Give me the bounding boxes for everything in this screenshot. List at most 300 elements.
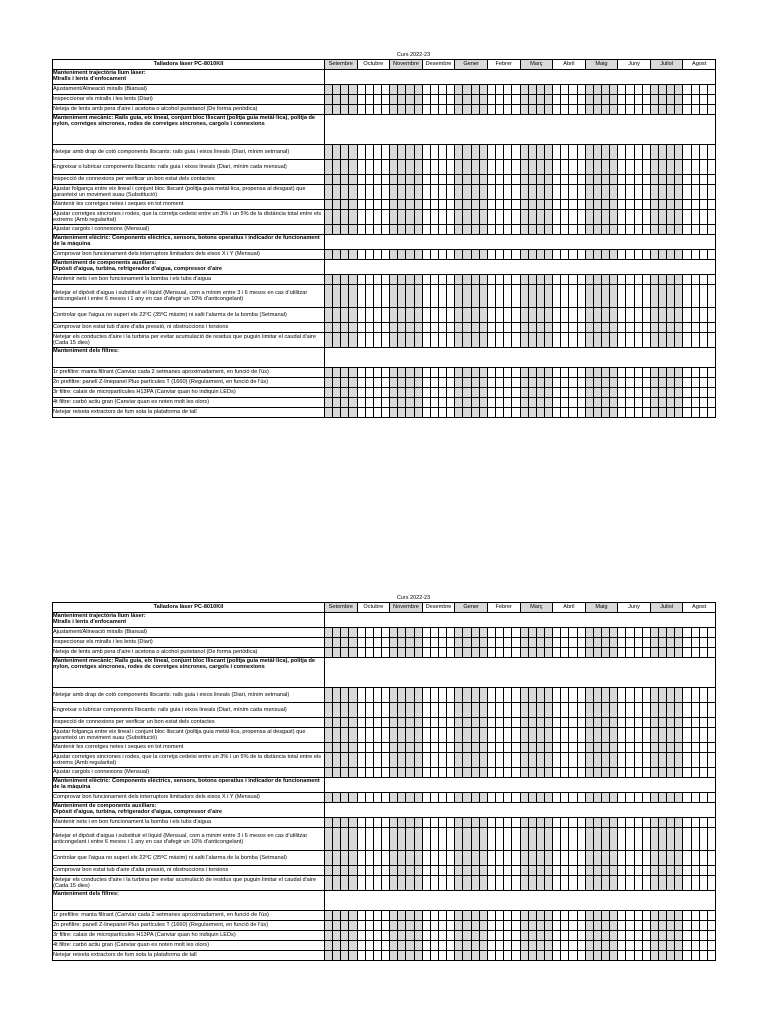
check-cell[interactable] [333, 175, 341, 185]
check-cell[interactable] [601, 145, 609, 160]
check-cell[interactable] [333, 648, 341, 658]
check-cell[interactable] [610, 250, 618, 260]
check-cell[interactable] [341, 378, 349, 388]
check-cell[interactable] [544, 378, 552, 388]
check-cell[interactable] [341, 743, 349, 753]
check-cell[interactable] [642, 368, 650, 378]
check-cell[interactable] [382, 225, 390, 235]
check-cell[interactable] [422, 323, 430, 333]
check-cell[interactable] [422, 398, 430, 408]
check-cell[interactable] [707, 185, 715, 200]
check-cell[interactable] [626, 768, 634, 778]
check-cell[interactable] [471, 768, 479, 778]
check-cell[interactable] [650, 210, 658, 225]
check-cell[interactable] [341, 398, 349, 408]
check-cell[interactable] [496, 688, 504, 703]
check-cell[interactable] [553, 200, 561, 210]
check-cell[interactable] [601, 941, 609, 951]
check-cell[interactable] [683, 378, 691, 388]
check-cell[interactable] [536, 688, 544, 703]
check-cell[interactable] [650, 323, 658, 333]
check-cell[interactable] [675, 648, 683, 658]
check-cell[interactable] [422, 200, 430, 210]
check-cell[interactable] [333, 378, 341, 388]
check-cell[interactable] [634, 828, 642, 851]
check-cell[interactable] [683, 866, 691, 876]
check-cell[interactable] [406, 95, 414, 105]
check-cell[interactable] [585, 275, 593, 285]
check-cell[interactable] [650, 200, 658, 210]
check-cell[interactable] [675, 408, 683, 418]
check-cell[interactable] [691, 105, 699, 115]
check-cell[interactable] [487, 951, 495, 961]
check-cell[interactable] [577, 200, 585, 210]
check-cell[interactable] [618, 851, 626, 866]
check-cell[interactable] [520, 931, 528, 941]
check-cell[interactable] [471, 285, 479, 308]
check-cell[interactable] [414, 285, 422, 308]
check-cell[interactable] [512, 921, 520, 931]
check-cell[interactable] [626, 285, 634, 308]
check-cell[interactable] [658, 688, 666, 703]
check-cell[interactable] [528, 105, 536, 115]
check-cell[interactable] [691, 160, 699, 175]
check-cell[interactable] [593, 85, 601, 95]
check-cell[interactable] [553, 408, 561, 418]
check-cell[interactable] [373, 200, 381, 210]
check-cell[interactable] [699, 200, 707, 210]
check-cell[interactable] [683, 638, 691, 648]
check-cell[interactable] [553, 718, 561, 728]
check-cell[interactable] [561, 378, 569, 388]
check-cell[interactable] [675, 225, 683, 235]
check-cell[interactable] [553, 85, 561, 95]
check-cell[interactable] [699, 951, 707, 961]
check-cell[interactable] [593, 951, 601, 961]
check-cell[interactable] [520, 753, 528, 768]
check-cell[interactable] [512, 225, 520, 235]
check-cell[interactable] [610, 398, 618, 408]
check-cell[interactable] [430, 398, 438, 408]
check-cell[interactable] [569, 323, 577, 333]
check-cell[interactable] [601, 323, 609, 333]
check-cell[interactable] [544, 200, 552, 210]
check-cell[interactable] [496, 250, 504, 260]
check-cell[interactable] [544, 175, 552, 185]
check-cell[interactable] [463, 210, 471, 225]
check-cell[interactable] [585, 323, 593, 333]
check-cell[interactable] [528, 931, 536, 941]
check-cell[interactable] [650, 921, 658, 931]
check-cell[interactable] [626, 185, 634, 200]
check-cell[interactable] [373, 225, 381, 235]
check-cell[interactable] [683, 818, 691, 828]
check-cell[interactable] [455, 95, 463, 105]
check-cell[interactable] [382, 921, 390, 931]
check-cell[interactable] [667, 388, 675, 398]
check-cell[interactable] [626, 85, 634, 95]
check-cell[interactable] [463, 333, 471, 348]
check-cell[interactable] [667, 378, 675, 388]
check-cell[interactable] [561, 105, 569, 115]
check-cell[interactable] [577, 145, 585, 160]
check-cell[interactable] [528, 95, 536, 105]
check-cell[interactable] [642, 911, 650, 921]
check-cell[interactable] [699, 225, 707, 235]
check-cell[interactable] [601, 105, 609, 115]
check-cell[interactable] [406, 145, 414, 160]
check-cell[interactable] [634, 368, 642, 378]
check-cell[interactable] [585, 921, 593, 931]
check-cell[interactable] [422, 160, 430, 175]
check-cell[interactable] [439, 388, 447, 398]
check-cell[interactable] [487, 333, 495, 348]
check-cell[interactable] [504, 648, 512, 658]
check-cell[interactable] [691, 876, 699, 891]
check-cell[interactable] [707, 388, 715, 398]
check-cell[interactable] [569, 308, 577, 323]
check-cell[interactable] [642, 921, 650, 931]
check-cell[interactable] [341, 768, 349, 778]
check-cell[interactable] [325, 398, 333, 408]
check-cell[interactable] [691, 828, 699, 851]
check-cell[interactable] [479, 308, 487, 323]
check-cell[interactable] [618, 941, 626, 951]
check-cell[interactable] [341, 911, 349, 921]
check-cell[interactable] [577, 818, 585, 828]
check-cell[interactable] [406, 911, 414, 921]
check-cell[interactable] [593, 285, 601, 308]
check-cell[interactable] [422, 921, 430, 931]
check-cell[interactable] [585, 308, 593, 323]
check-cell[interactable] [634, 743, 642, 753]
check-cell[interactable] [675, 931, 683, 941]
check-cell[interactable] [333, 333, 341, 348]
check-cell[interactable] [487, 250, 495, 260]
check-cell[interactable] [683, 951, 691, 961]
check-cell[interactable] [707, 95, 715, 105]
check-cell[interactable] [463, 911, 471, 921]
check-cell[interactable] [683, 828, 691, 851]
check-cell[interactable] [414, 185, 422, 200]
check-cell[interactable] [634, 768, 642, 778]
check-cell[interactable] [406, 175, 414, 185]
check-cell[interactable] [373, 210, 381, 225]
check-cell[interactable] [634, 851, 642, 866]
check-cell[interactable] [382, 308, 390, 323]
check-cell[interactable] [642, 688, 650, 703]
check-cell[interactable] [626, 941, 634, 951]
check-cell[interactable] [471, 941, 479, 951]
check-cell[interactable] [382, 911, 390, 921]
check-cell[interactable] [610, 408, 618, 418]
check-cell[interactable] [577, 275, 585, 285]
check-cell[interactable] [618, 828, 626, 851]
check-cell[interactable] [447, 85, 455, 95]
check-cell[interactable] [699, 703, 707, 718]
check-cell[interactable] [691, 768, 699, 778]
check-cell[interactable] [699, 408, 707, 418]
check-cell[interactable] [626, 718, 634, 728]
check-cell[interactable] [496, 398, 504, 408]
check-cell[interactable] [577, 876, 585, 891]
check-cell[interactable] [455, 333, 463, 348]
check-cell[interactable] [553, 250, 561, 260]
check-cell[interactable] [422, 275, 430, 285]
check-cell[interactable] [390, 225, 398, 235]
check-cell[interactable] [569, 408, 577, 418]
check-cell[interactable] [520, 210, 528, 225]
check-cell[interactable] [422, 703, 430, 718]
check-cell[interactable] [675, 95, 683, 105]
check-cell[interactable] [528, 851, 536, 866]
check-cell[interactable] [333, 743, 341, 753]
check-cell[interactable] [365, 200, 373, 210]
check-cell[interactable] [512, 308, 520, 323]
check-cell[interactable] [544, 728, 552, 743]
check-cell[interactable] [610, 145, 618, 160]
check-cell[interactable] [626, 743, 634, 753]
check-cell[interactable] [512, 160, 520, 175]
check-cell[interactable] [536, 250, 544, 260]
check-cell[interactable] [325, 285, 333, 308]
check-cell[interactable] [642, 175, 650, 185]
check-cell[interactable] [390, 628, 398, 638]
check-cell[interactable] [650, 275, 658, 285]
check-cell[interactable] [601, 768, 609, 778]
check-cell[interactable] [479, 95, 487, 105]
check-cell[interactable] [382, 185, 390, 200]
check-cell[interactable] [349, 793, 357, 803]
check-cell[interactable] [504, 185, 512, 200]
check-cell[interactable] [447, 105, 455, 115]
check-cell[interactable] [601, 398, 609, 408]
check-cell[interactable] [406, 648, 414, 658]
check-cell[interactable] [455, 703, 463, 718]
check-cell[interactable] [707, 175, 715, 185]
check-cell[interactable] [341, 85, 349, 95]
check-cell[interactable] [601, 95, 609, 105]
check-cell[interactable] [365, 105, 373, 115]
check-cell[interactable] [496, 638, 504, 648]
check-cell[interactable] [439, 743, 447, 753]
check-cell[interactable] [333, 210, 341, 225]
check-cell[interactable] [667, 828, 675, 851]
check-cell[interactable] [626, 323, 634, 333]
check-cell[interactable] [618, 308, 626, 323]
check-cell[interactable] [439, 851, 447, 866]
check-cell[interactable] [577, 688, 585, 703]
check-cell[interactable] [691, 931, 699, 941]
check-cell[interactable] [634, 210, 642, 225]
check-cell[interactable] [382, 323, 390, 333]
check-cell[interactable] [536, 308, 544, 323]
check-cell[interactable] [577, 648, 585, 658]
check-cell[interactable] [593, 225, 601, 235]
check-cell[interactable] [610, 648, 618, 658]
check-cell[interactable] [683, 768, 691, 778]
check-cell[interactable] [707, 333, 715, 348]
check-cell[interactable] [357, 105, 365, 115]
check-cell[interactable] [585, 368, 593, 378]
check-cell[interactable] [479, 275, 487, 285]
check-cell[interactable] [544, 105, 552, 115]
check-cell[interactable] [414, 95, 422, 105]
check-cell[interactable] [455, 768, 463, 778]
check-cell[interactable] [447, 175, 455, 185]
check-cell[interactable] [439, 175, 447, 185]
check-cell[interactable] [650, 911, 658, 921]
check-cell[interactable] [463, 688, 471, 703]
check-cell[interactable] [667, 718, 675, 728]
check-cell[interactable] [406, 160, 414, 175]
check-cell[interactable] [422, 210, 430, 225]
check-cell[interactable] [447, 866, 455, 876]
check-cell[interactable] [439, 225, 447, 235]
check-cell[interactable] [528, 323, 536, 333]
check-cell[interactable] [553, 688, 561, 703]
check-cell[interactable] [471, 185, 479, 200]
check-cell[interactable] [325, 145, 333, 160]
check-cell[interactable] [512, 703, 520, 718]
check-cell[interactable] [430, 185, 438, 200]
check-cell[interactable] [455, 210, 463, 225]
check-cell[interactable] [471, 951, 479, 961]
check-cell[interactable] [601, 250, 609, 260]
check-cell[interactable] [561, 941, 569, 951]
check-cell[interactable] [349, 323, 357, 333]
check-cell[interactable] [325, 628, 333, 638]
check-cell[interactable] [333, 388, 341, 398]
check-cell[interactable] [626, 648, 634, 658]
check-cell[interactable] [642, 753, 650, 768]
check-cell[interactable] [479, 250, 487, 260]
check-cell[interactable] [561, 818, 569, 828]
check-cell[interactable] [528, 398, 536, 408]
check-cell[interactable] [634, 728, 642, 743]
check-cell[interactable] [373, 753, 381, 768]
check-cell[interactable] [455, 85, 463, 95]
check-cell[interactable] [349, 768, 357, 778]
check-cell[interactable] [349, 185, 357, 200]
check-cell[interactable] [707, 368, 715, 378]
check-cell[interactable] [504, 818, 512, 828]
check-cell[interactable] [634, 688, 642, 703]
check-cell[interactable] [365, 688, 373, 703]
check-cell[interactable] [414, 308, 422, 323]
check-cell[interactable] [406, 333, 414, 348]
check-cell[interactable] [634, 648, 642, 658]
check-cell[interactable] [382, 145, 390, 160]
check-cell[interactable] [325, 941, 333, 951]
check-cell[interactable] [544, 753, 552, 768]
check-cell[interactable] [430, 175, 438, 185]
check-cell[interactable] [496, 145, 504, 160]
check-cell[interactable] [707, 638, 715, 648]
check-cell[interactable] [577, 793, 585, 803]
check-cell[interactable] [504, 876, 512, 891]
check-cell[interactable] [536, 333, 544, 348]
check-cell[interactable] [333, 851, 341, 866]
check-cell[interactable] [471, 628, 479, 638]
check-cell[interactable] [447, 876, 455, 891]
check-cell[interactable] [447, 388, 455, 398]
check-cell[interactable] [463, 308, 471, 323]
check-cell[interactable] [325, 911, 333, 921]
check-cell[interactable] [707, 828, 715, 851]
check-cell[interactable] [618, 648, 626, 658]
check-cell[interactable] [691, 145, 699, 160]
check-cell[interactable] [650, 185, 658, 200]
check-cell[interactable] [626, 368, 634, 378]
check-cell[interactable] [487, 160, 495, 175]
check-cell[interactable] [536, 638, 544, 648]
check-cell[interactable] [683, 688, 691, 703]
check-cell[interactable] [561, 753, 569, 768]
check-cell[interactable] [414, 718, 422, 728]
check-cell[interactable] [553, 638, 561, 648]
check-cell[interactable] [373, 85, 381, 95]
check-cell[interactable] [373, 388, 381, 398]
check-cell[interactable] [593, 931, 601, 941]
check-cell[interactable] [528, 941, 536, 951]
check-cell[interactable] [406, 275, 414, 285]
check-cell[interactable] [365, 648, 373, 658]
check-cell[interactable] [333, 688, 341, 703]
check-cell[interactable] [479, 225, 487, 235]
check-cell[interactable] [593, 728, 601, 743]
check-cell[interactable] [544, 388, 552, 398]
check-cell[interactable] [463, 648, 471, 658]
check-cell[interactable] [512, 398, 520, 408]
check-cell[interactable] [675, 145, 683, 160]
check-cell[interactable] [683, 408, 691, 418]
check-cell[interactable] [642, 818, 650, 828]
check-cell[interactable] [414, 105, 422, 115]
check-cell[interactable] [520, 951, 528, 961]
check-cell[interactable] [658, 160, 666, 175]
check-cell[interactable] [683, 105, 691, 115]
check-cell[interactable] [471, 95, 479, 105]
check-cell[interactable] [479, 333, 487, 348]
check-cell[interactable] [496, 951, 504, 961]
check-cell[interactable] [553, 145, 561, 160]
check-cell[interactable] [618, 95, 626, 105]
check-cell[interactable] [496, 703, 504, 718]
check-cell[interactable] [430, 768, 438, 778]
check-cell[interactable] [455, 866, 463, 876]
check-cell[interactable] [626, 333, 634, 348]
check-cell[interactable] [422, 378, 430, 388]
check-cell[interactable] [585, 911, 593, 921]
check-cell[interactable] [349, 160, 357, 175]
check-cell[interactable] [496, 648, 504, 658]
check-cell[interactable] [667, 250, 675, 260]
check-cell[interactable] [390, 941, 398, 951]
check-cell[interactable] [325, 793, 333, 803]
check-cell[interactable] [691, 275, 699, 285]
check-cell[interactable] [455, 185, 463, 200]
check-cell[interactable] [373, 703, 381, 718]
check-cell[interactable] [520, 85, 528, 95]
check-cell[interactable] [430, 95, 438, 105]
check-cell[interactable] [504, 285, 512, 308]
check-cell[interactable] [601, 703, 609, 718]
check-cell[interactable] [707, 818, 715, 828]
check-cell[interactable] [390, 688, 398, 703]
check-cell[interactable] [650, 718, 658, 728]
check-cell[interactable] [439, 768, 447, 778]
